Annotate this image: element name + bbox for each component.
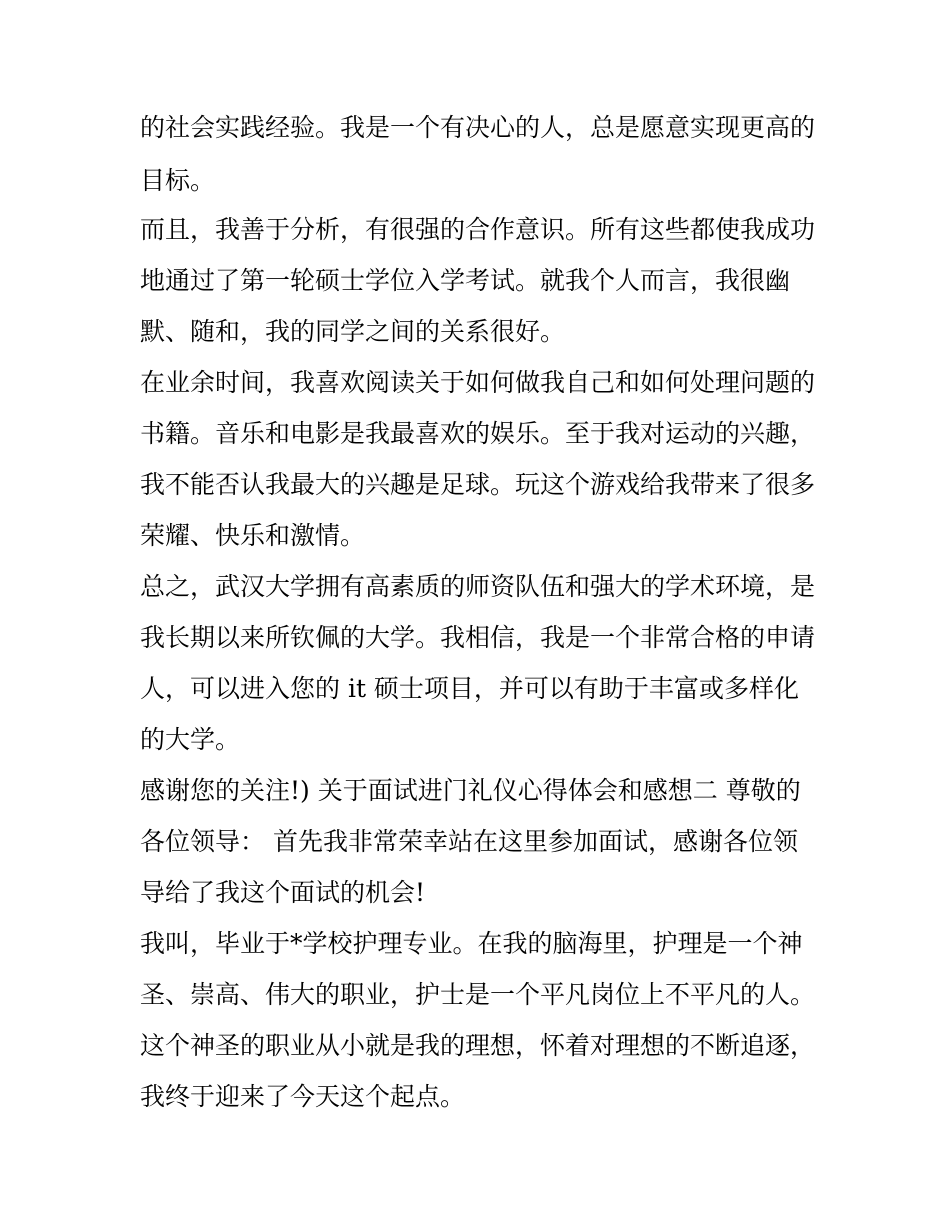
text-line: 在业余时间，我喜欢阅读关于如何做我自己和如何处理问题的 <box>140 368 816 397</box>
text-line: 我叫，毕业于*学校护理专业。在我的脑海里，护理是一个神 <box>140 929 803 958</box>
text-line: 各位领导： 首先我非常荣幸站在这里参加面试，感谢各位领 <box>140 827 798 856</box>
text-line: 我不能否认我最大的兴趣是足球。玩这个游戏给我带来了很多 <box>140 470 816 499</box>
text-line: 感谢您的关注!) 关于面试进门礼仪心得体会和感想二 尊敬的 <box>140 776 801 805</box>
text-line: 导给了我这个面试的机会! <box>140 878 426 907</box>
text-line: 而且，我善于分析，有很强的合作意识。所有这些都使我成功 <box>140 215 816 244</box>
text-line: 书籍。音乐和电影是我最喜欢的娱乐。至于我对运动的兴趣， <box>140 419 816 448</box>
text-line: 荣耀、快乐和激情。 <box>140 521 366 550</box>
text-line: 我终于迎来了今天这个起点。 <box>140 1082 466 1111</box>
text-line: 这个神圣的职业从小就是我的理想，怀着对理想的不断追逐， <box>140 1031 816 1060</box>
text-line: 的社会实践经验。我是一个有决心的人，总是愿意实现更高的 <box>140 113 816 142</box>
text-line: 我长期以来所钦佩的大学。我相信，我是一个非常合格的申请 <box>140 623 816 652</box>
text-line: 圣、崇高、伟大的职业，护士是一个平凡岗位上不平凡的人。 <box>140 980 816 1009</box>
text-line: 的大学。 <box>140 725 241 754</box>
text-line: 地通过了第一轮硕士学位入学考试。就我个人而言，我很幽 <box>140 266 791 295</box>
text-line: 总之，武汉大学拥有高素质的师资队伍和强大的学术环境，是 <box>140 572 816 601</box>
text-line: 人，可以进入您的 it 硕士项目，并可以有助于丰富或多样化 <box>140 674 799 703</box>
text-line: 默、随和，我的同学之间的关系很好。 <box>140 317 566 346</box>
text-line: 目标。 <box>140 166 216 195</box>
